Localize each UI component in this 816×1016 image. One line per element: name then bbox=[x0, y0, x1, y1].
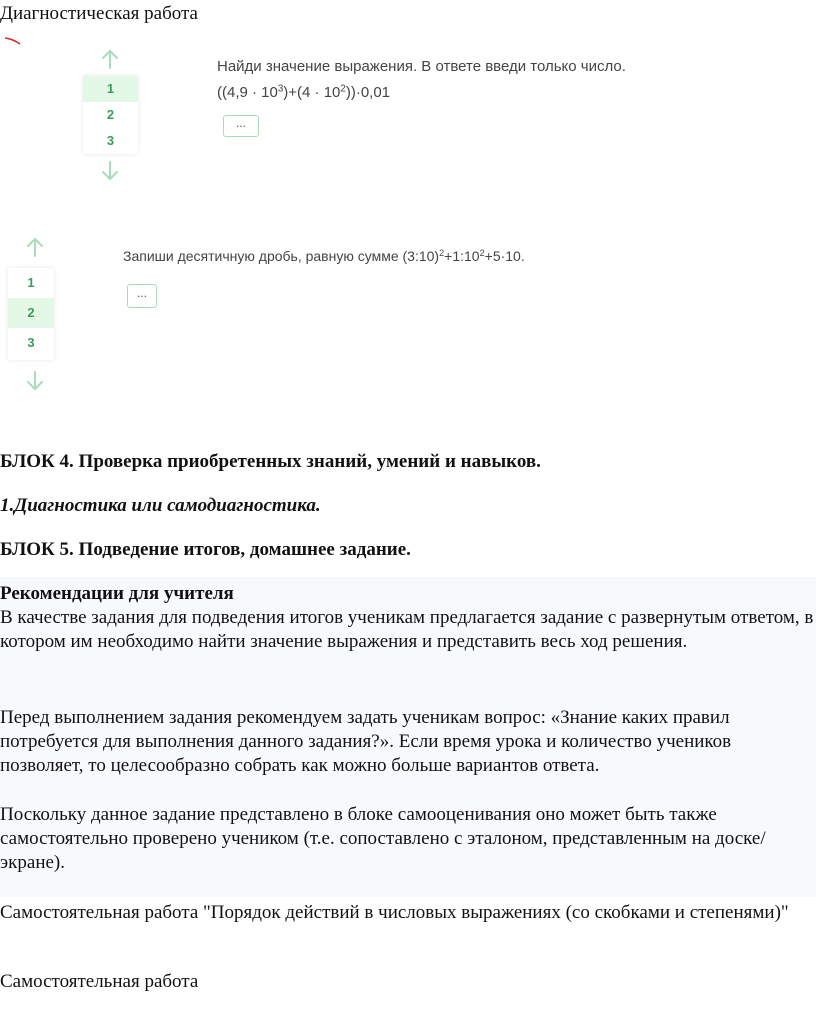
exponent: 2 bbox=[439, 248, 445, 258]
task-prompt bbox=[123, 248, 525, 264]
arrow-down-icon[interactable] bbox=[98, 160, 122, 182]
recommendation-paragraph-1: В качестве задания для подведения итогов ученикам предлагается задание с развернутым ответом, в котором им необходимо найти значение выражения и представить весь ход решения. bbox=[0, 607, 814, 652]
prompt-part: +5·10. bbox=[484, 248, 525, 264]
recommendation-paragraph-2: Перед выполнением задания рекомендуем задать ученикам вопрос: «Знание каких правил потребуется для выполнения данного задания?». Если время урока и количество учеников позволяет, то целесообразно собрать как можно больше вариантов ответа. bbox=[0, 707, 732, 776]
exponent: 2 bbox=[479, 248, 485, 258]
recommendation-paragraph-3: Поскольку данное задание представлено в блоке самооценивания оно может быть также самостоятельно проверено учеником (т.е. сопоставлено с эталоном, представленным на доске/экране). bbox=[0, 804, 766, 873]
page-button-3[interactable]: 3 bbox=[106, 133, 115, 148]
self-work-title: Самостоятельная работа "Порядок действий в числовых выражениях (со скобками и степенями)" bbox=[0, 902, 789, 923]
task-widget-1 bbox=[80, 46, 816, 186]
task-widget-2 bbox=[0, 234, 816, 394]
prompt-part: +1:10 bbox=[444, 248, 480, 264]
self-work-label: Самостоятельная работа bbox=[0, 971, 199, 992]
expr-part: ))·0,01 bbox=[345, 84, 391, 101]
answer-input[interactable]: ... bbox=[223, 115, 259, 137]
task-pager bbox=[8, 268, 54, 360]
page-button-2[interactable]: 2 bbox=[106, 107, 115, 122]
page-button-2[interactable]: 2 bbox=[8, 298, 54, 328]
task-prompt: Найди значение выражения. В ответе введи только число. bbox=[217, 58, 626, 75]
page-button-1[interactable]: 1 bbox=[83, 76, 138, 102]
expr-part: )+(4 · 10 bbox=[283, 84, 341, 101]
exponent: 3 bbox=[277, 83, 284, 95]
page-button-1[interactable]: 1 bbox=[27, 275, 35, 290]
diagnostics-heading: 1.Диагностика или самодиагностика. bbox=[0, 495, 321, 516]
arrow-up-icon[interactable] bbox=[98, 48, 122, 70]
arrow-up-icon[interactable] bbox=[23, 236, 47, 258]
red-pen-mark bbox=[4, 36, 22, 46]
task-pager bbox=[83, 76, 138, 154]
expr-part: ((4,9 · 10 bbox=[217, 84, 278, 101]
arrow-down-icon[interactable] bbox=[23, 370, 47, 392]
exponent: 2 bbox=[340, 83, 346, 95]
page-button-3[interactable]: 3 bbox=[27, 335, 35, 350]
answer-input[interactable]: ... bbox=[127, 284, 157, 308]
block5-heading: БЛОК 5. Подведение итогов, домашнее задание. bbox=[0, 539, 411, 560]
task-expression bbox=[217, 84, 390, 101]
recommendations-heading: Рекомендации для учителя bbox=[0, 583, 234, 604]
block4-heading: БЛОК 4. Проверка приобретенных знаний, умений и навыков. bbox=[0, 451, 541, 472]
document-title: Диагностическая работа bbox=[0, 3, 198, 24]
prompt-part: Запиши десятичную дробь, равную сумме (3:10) bbox=[123, 248, 440, 264]
